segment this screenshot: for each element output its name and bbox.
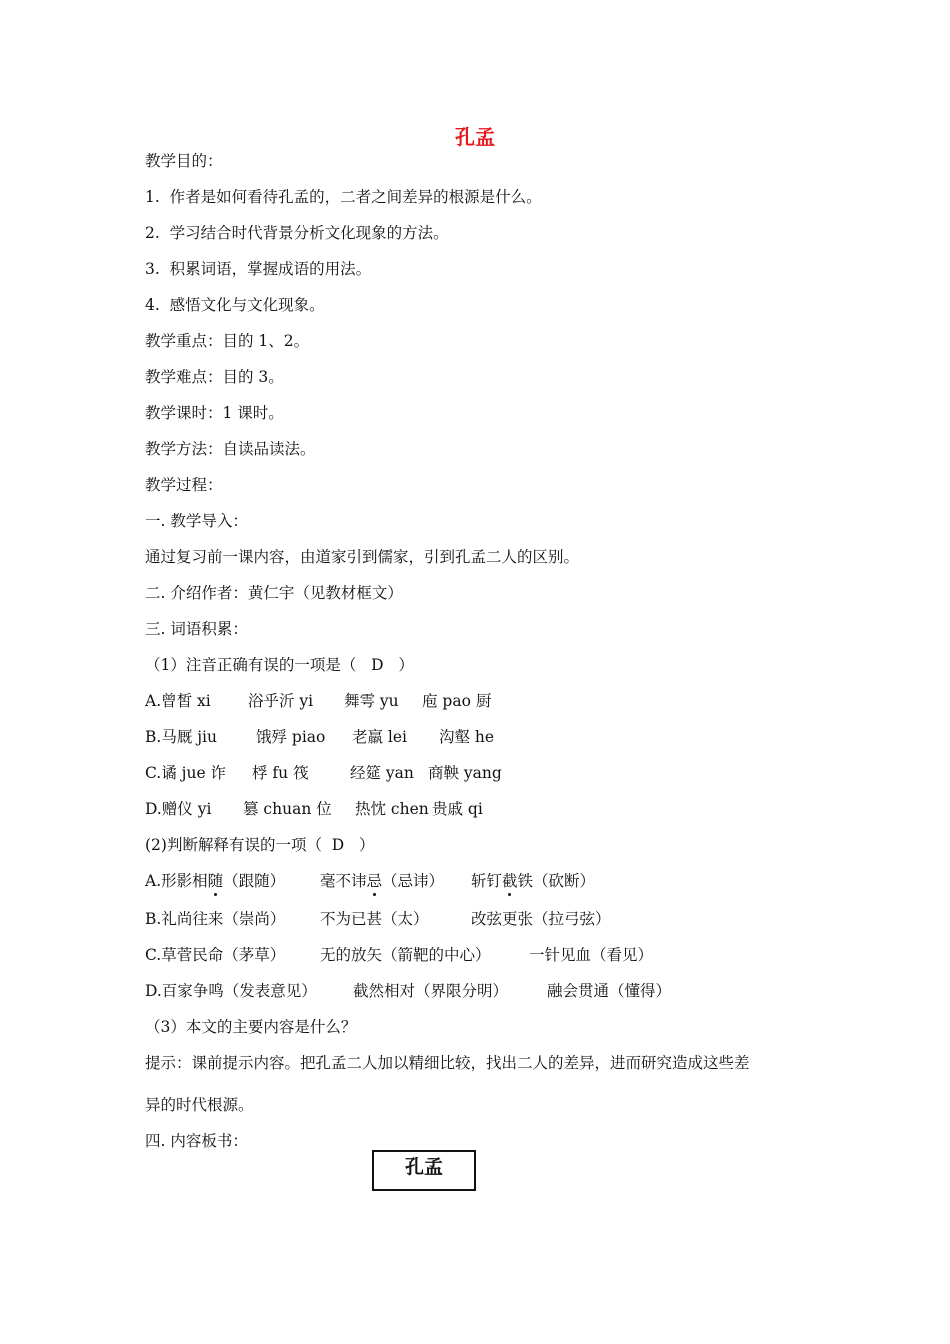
answer-option-item: 饿殍 piao: [256, 728, 326, 746]
hint-text: 提示：课前提示内容。把孔孟二人加以精细比较，找出二人的差异，进而研究造成这些差: [145, 1054, 750, 1072]
key-points: 教学重点：目的 1、2。: [145, 332, 310, 350]
answer-option-item: 篡 chuan 位: [243, 800, 332, 818]
board-title-box: [372, 1150, 476, 1191]
answer-option-item: [145, 870, 285, 892]
answer-option-item: 热忱 chen: [355, 800, 429, 818]
objective-item: 2. 学习结合时代背景分析文化现象的方法。: [145, 224, 449, 242]
answer-option-item: B.礼尚往来（崇尚）: [145, 910, 286, 928]
section-heading: 四. 内容板书：: [145, 1132, 248, 1150]
emphasized-char: 忌: [366, 872, 383, 890]
answer-option-item: 商鞅 yang: [428, 764, 502, 782]
process-heading: 教学过程：: [145, 476, 223, 494]
answer-option-item: D.百家争鸣（发表意见）: [145, 982, 317, 1000]
text-run: 铁（砍断）: [517, 872, 596, 890]
section-heading: 二. 介绍作者：黄仁宇（见教材框文）: [145, 584, 403, 602]
question-stem: （1）注音正确有误的一项是（ D ）: [145, 656, 414, 674]
teaching-method: 教学方法：自读品读法。: [145, 440, 316, 458]
emphasized-char: 随: [207, 872, 224, 890]
section-text: 通过复习前一课内容，由道家引到儒家，引到孔孟二人的区别。: [145, 548, 580, 566]
section-heading: 一. 教学导入：: [145, 512, 248, 530]
answer-option-item: 经筵 yan: [350, 764, 414, 782]
answer-option-item: 融会贯通（懂得）: [547, 982, 672, 1000]
class-hours: 教学课时：1 课时。: [145, 404, 284, 422]
answer-option-item: 无的放矢（箭靶的中心）: [320, 946, 491, 964]
question-stem: (2)判断解释有误的一项（ D ）: [145, 836, 375, 854]
difficulties: 教学难点：目的 3。: [145, 368, 284, 386]
answer-option-item: C.谲 jue 诈: [145, 764, 227, 782]
answer-option-item: 舞雩 yu: [344, 692, 399, 710]
objective-item: 3. 积累词语，掌握成语的用法。: [145, 260, 372, 278]
objectives-heading: 教学目的：: [145, 152, 223, 170]
text-run: （忌讳）: [382, 872, 445, 890]
text-run: 斩钉: [471, 872, 503, 890]
section-heading: 三. 词语积累：: [145, 620, 248, 638]
answer-option-item: 一针见血（看见）: [529, 946, 654, 964]
answer-option-item: [320, 870, 444, 892]
answer-option-item: 贵戚 qi: [432, 800, 483, 818]
answer-option-item: A.曾皙 xi: [145, 692, 211, 710]
board-title: 孔孟: [404, 1156, 443, 1178]
text-run: 毫不讳: [320, 872, 367, 890]
emphasized-char: 截: [502, 872, 518, 890]
text-run: A.形影相: [145, 872, 208, 890]
answer-option-item: 浴乎沂 yi: [248, 692, 314, 710]
answer-option-item: 老羸 lei: [352, 728, 408, 746]
hint-text: 异的时代根源。: [145, 1096, 254, 1114]
answer-option-item: 截然相对（界限分明）: [353, 982, 509, 1000]
answer-option-item: 庖 pao 厨: [422, 692, 492, 710]
answer-option-item: C.草菅民命（茅草）: [145, 946, 286, 964]
text-run: （跟随）: [223, 872, 286, 890]
answer-option-item: D.赠仪 yi: [145, 800, 212, 818]
answer-option-item: 沟壑 he: [439, 728, 495, 746]
answer-option-item: B.马厩 jiu: [145, 728, 217, 746]
objective-item: 4. 感悟文化与文化现象。: [145, 296, 325, 314]
answer-option-item: 桴 fu 筏: [252, 764, 309, 782]
answer-option-item: 改弦更张（拉弓弦）: [471, 910, 611, 928]
objective-item: 1. 作者是如何看待孔孟的，二者之间差异的根源是什么。: [145, 188, 542, 206]
page-title: 孔孟: [455, 125, 495, 149]
question-stem: （3）本文的主要内容是什么？: [145, 1018, 357, 1036]
answer-option-item: 不为已甚（太）: [320, 910, 429, 928]
answer-option-item: [471, 870, 595, 892]
